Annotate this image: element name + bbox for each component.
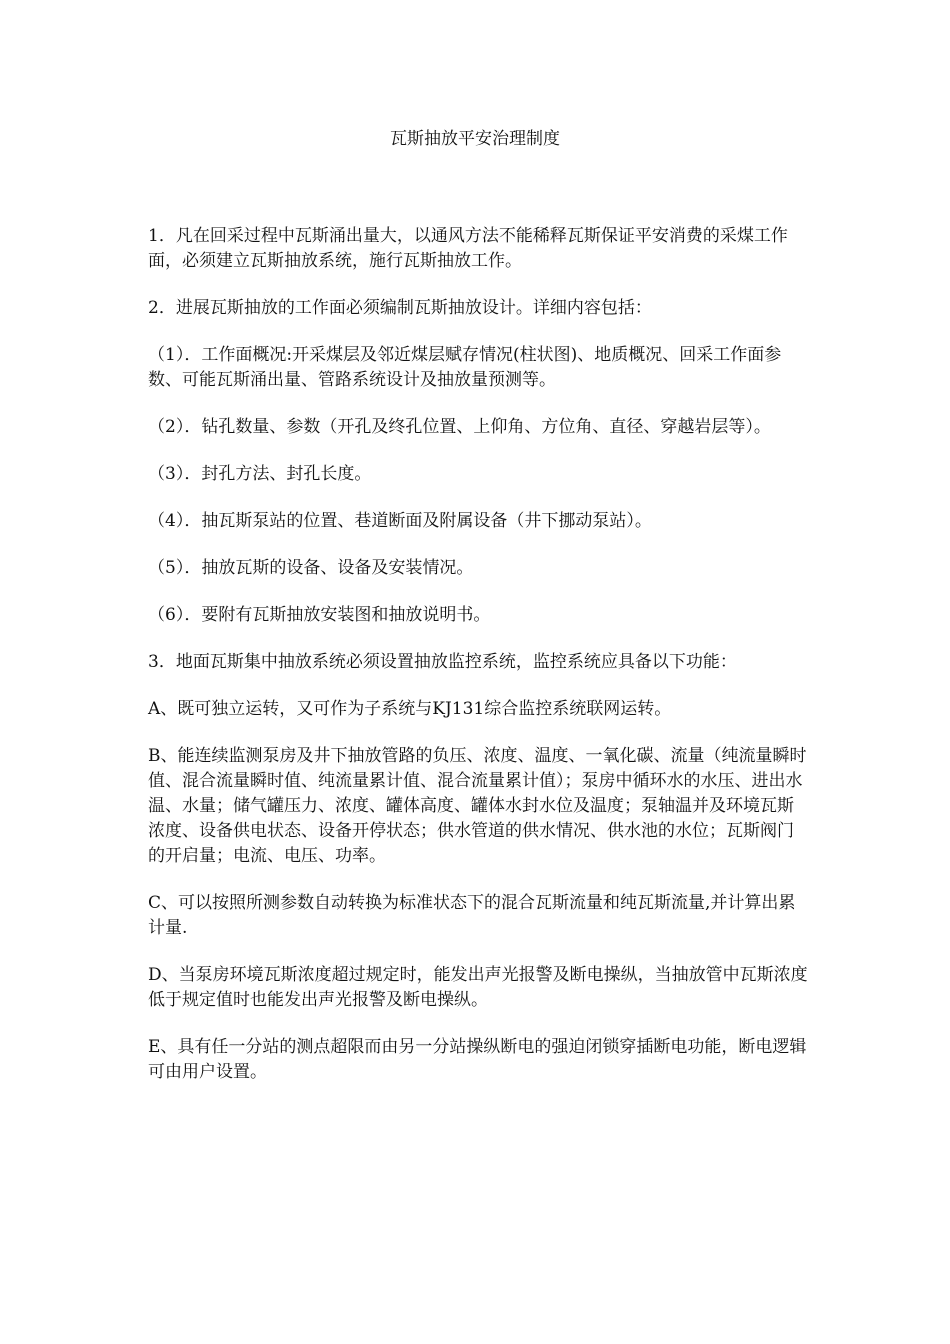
paragraph-2: 2．进展瓦斯抽放的工作面必须编制瓦斯抽放设计。详细内容包括： (148, 298, 652, 318)
paragraph-2-6: （6）．要附有瓦斯抽放安装图和抽放说明书。 (148, 605, 491, 625)
paragraph-2-3: （3）．封孔方法、封孔长度。 (148, 464, 372, 484)
document-body (148, 224, 808, 1107)
paragraph-2-2: （2）．钻孔数量、参数（开孔及终孔位置、上仰角、方位角、直径、穿越岩层等）。 (148, 417, 771, 437)
paragraph-2-1: （1）．工作面概况:开采煤层及邻近煤层赋存情况(柱状图)、地质概况、回采工作面参数、可能瓦斯涌出量、管路系统设计及抽放量预测等。 (148, 345, 782, 390)
paragraph-2-4: （4）．抽瓦斯泵站的位置、巷道断面及附属设备（井下挪动泵站）。 (148, 511, 652, 531)
paragraph-3-c: C、可以按照所测参数自动转换为标准状态下的混合瓦斯流量和纯瓦斯流量,并计算出累计量. (148, 893, 796, 938)
paragraph-3-e: E、具有任一分站的测点超限而由另一分站操纵断电的强迫闭锁穿插断电功能，断电逻辑可由用户设置。 (148, 1037, 807, 1082)
paragraph-3-b: B、能连续监测泵房及井下抽放管路的负压、浓度、温度、一氧化碳、流量（纯流量瞬时值、混合流量瞬时值、纯流量累计值、混合流量累计值）；泵房中循环水的水压、进出水温、水量；储气罐压力、浓度、罐体高度、罐体水封水位及温度；泵轴温并及环境瓦斯浓度、设备供电状态、设备开停状态；供水管道的供水情况、供水池的水位；瓦斯阀门的开启量；电流、电压、功率。 (148, 746, 807, 866)
paragraph-3-d: D、当泵房环境瓦斯浓度超过规定时，能发出声光报警及断电操纵，当抽放管中瓦斯浓度低于规定值时也能发出声光报警及断电操纵。 (148, 965, 808, 1010)
paragraph-1: 1．凡在回采过程中瓦斯涌出量大，以通风方法不能稀释瓦斯保证平安消费的采煤工作面，必须建立瓦斯抽放系统，施行瓦斯抽放工作。 (148, 226, 788, 271)
paragraph-2-5: （5）．抽放瓦斯的设备、设备及安装情况。 (148, 558, 474, 578)
paragraph-3: 3．地面瓦斯集中抽放系统必须设置抽放监控系统，监控系统应具备以下功能： (148, 652, 737, 672)
document-title: 瓦斯抽放平安治理制度 (390, 129, 560, 149)
paragraph-3-a: A、既可独立运转，又可作为子系统与KJ131综合监控系统联网运转。 (148, 699, 672, 719)
